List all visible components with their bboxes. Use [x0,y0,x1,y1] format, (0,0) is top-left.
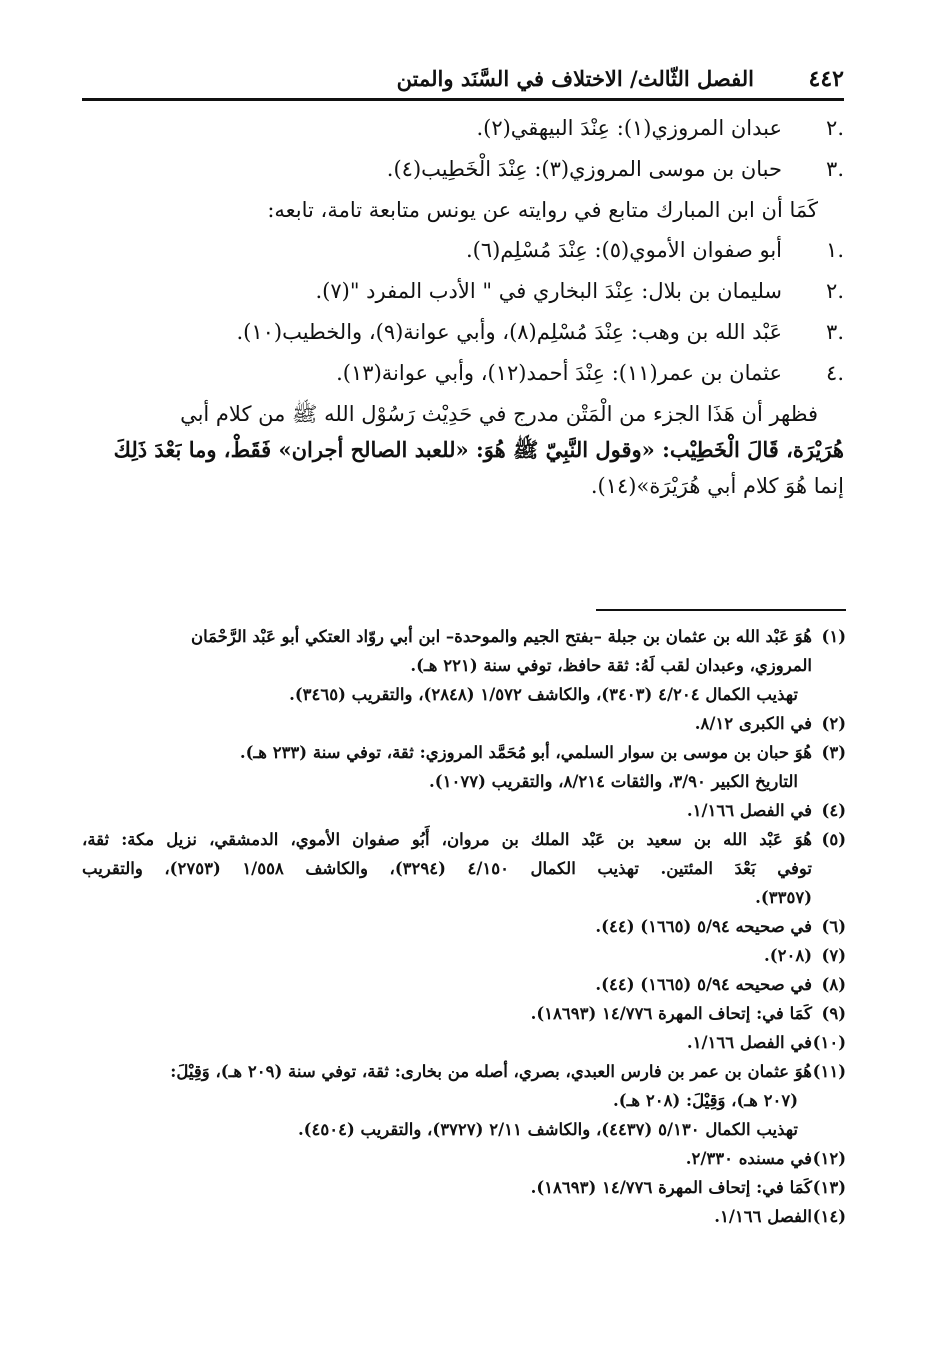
footnote-number: (٩) [821,1004,846,1023]
item-number: .٢ [826,279,844,303]
footnote-line: (٢٠٧ هـ)، وَقِيْلَ: (٢٠٨ هـ). [613,1091,798,1110]
list-item [82,108,844,149]
item-text: أبو صفوان الأموي(٥): عِنْدَ مُسْلِم(٦). [465,238,782,262]
footnote [82,1028,846,1057]
item-number: .٤ [826,361,844,385]
footnote-number: (٧) [821,946,846,965]
page-number: ٤٤٢ [808,66,844,92]
footnote-line: المروزي، وعبدان لقب لَهُ: ثقة حافظ، توفي سنة (٢٢١ هـ). [410,656,812,675]
footnote-number: (٨) [821,975,846,994]
footnote-line: تهذيب الكمال ٥/١٣٠ (٤٤٣٧)، والكاشف ٢/١١ (٣٧٢٧)، والتقريب (٤٥٠٤). [297,1120,798,1139]
footnote-line: التاريخ الكبير ٣/٩٠، والثقات ٨/٢١٤، والتقريب (١٠٧٧). [429,772,798,791]
footnote [82,1173,846,1202]
footnote-line: كَمَا في: إتحاف المهرة ١٤/٧٧٦ (١٨٦٩٣). [530,1178,812,1197]
footnote-number: (١٢) [812,1149,846,1168]
footnote [82,1144,846,1173]
footnote-number: (١٤) [812,1207,846,1226]
footnote-line: في الفصل ١/١٦٦. [686,801,812,820]
footnotes [82,622,846,1231]
footnote [82,796,846,825]
footnote-line: كَمَا في: إتحاف المهرة ١٤/٧٧٦ (١٨٦٩٣). [530,1004,812,1023]
footnote [82,1057,846,1144]
footnote [82,1202,846,1231]
item-text: حبان بن موسى المروزي(٣): عِنْدَ الْخَطِيب(٤). [386,157,782,181]
main-text [82,108,844,504]
followers-intro: كَمَا أن ابن المبارك متابع في روايته عن يونس متابعة تامة، تابعه: [267,198,818,222]
running-header [82,64,844,102]
item-number: .١ [826,238,844,262]
footnote-line: الفصل ١/١٦٦. [714,1207,812,1226]
list-item [82,271,844,312]
paragraph-line: فظهر أن هَذَا الجزء من الْمَتْن مدرج في حَدِيْث رَسُوْل الله ﷺ من كلام أبي [180,402,818,426]
footnote-number: (٣) [821,743,846,762]
footnote-line: (٣٣٥٧). [755,888,812,907]
footnote-line: هُوَ عثمان بن عمر بن فارس العبدي، بصري، أصله من بخارى: ثقة، توفي سنة (٢٠٩ هـ)، وَقِيْلَ: [170,1062,812,1081]
list-item [82,312,844,353]
footnote-line: في صحيحه ٥/٩٤ (١٦٦٥) (٤٤). [595,917,812,936]
footnote-number: (٦) [821,917,846,936]
paragraph-line: إنما هُوَ كلام أبي هُرَيْرَة»(١٤). [590,474,844,498]
footnote-line: (٢٠٨). [764,946,812,965]
footnote-line: هُوَ عَبْد الله بن عثمان بن جبلة –بفتح الجيم والموحدة– ابن أبي روّاد العتكي أبو عَبْد الرَّحْمَان [190,627,812,646]
item-text: عَبْد الله بن وهب: عِنْدَ مُسْلِم(٨)، وأبي عوانة(٩)، والخطيب(١٠). [236,320,782,344]
paragraph-line: هُرَيْرَة، قَالَ الْخَطِيْب: «وقول النَّبِيّ ﷺ هُوَ: «للعبد الصالح أجران» فَقَطْ، وما بَعْدَ ذَلِكَ [113,437,844,462]
footnote-line: تهذيب الكمال ٤/٢٠٤ (٣٤٠٣)، والكاشف ١/٥٧٢ (٢٨٤٨)، والتقريب (٣٤٦٥). [289,685,798,704]
footnote-number: (١٠) [812,1033,846,1052]
footnote [82,941,846,970]
item-text: عثمان بن عمر(١١): عِنْدَ أحمد(١٢)، وأبي عوانة(١٣). [336,361,782,385]
footnote-number: (١٣) [812,1178,846,1197]
footnote-line: توفي بَعْدَ المئتين. تهذيب الكمال ٤/١٥٠ (٣٢٩٤)، والكاشف ١/٥٥٨ (٢٧٥٣)، والتقريب [82,859,812,878]
footnote-line: هُوَ حبان بن موسى بن سوار السلمي، أبو مُحَمَّد المروزي: ثقة، توفي سنة (٢٣٣ هـ). [239,743,812,762]
item-number: .٣ [826,157,844,181]
footnote-number: (٥) [821,830,846,849]
footnote [82,622,846,709]
footnote-line: هُوَ عَبْد الله بن سعيد بن عَبْد الملك بن مروان، أَبُو صفوان الأموي، الدمشقي، نزيل مكة: ثقة، [82,830,812,849]
footnote-line: في مسنده ٢/٣٣٠. [685,1149,812,1168]
footnote [82,970,846,999]
footnote-line: في صحيحه ٥/٩٤ (١٦٦٥) (٤٤). [595,975,812,994]
footnote [82,912,846,941]
footnote-number: (١) [821,627,846,646]
list-item [82,230,844,271]
item-number: .٢ [826,116,844,140]
footnote [82,999,846,1028]
footnote-number: (٢) [821,714,846,733]
item-text: سليمان بن بلال: عِنْدَ البخاري في " الأدب المفرد "(٧). [315,279,782,303]
footnote-number: (٤) [821,801,846,820]
footnote-line: في الكبرى ٨/١٢. [694,714,812,733]
item-text: عبدان المروزي(١): عِنْدَ البيهقي(٢). [476,116,782,140]
list-item [82,149,844,190]
footnote-line: في الفصل ١/١٦٦. [686,1033,812,1052]
item-number: .٣ [826,320,844,344]
conclusion-paragraph [82,396,844,504]
footnote-separator [596,609,846,611]
footnote [82,709,846,738]
footnote [82,825,846,912]
chapter-title: الفصل الثّالث/ الاختلاف في السَّنَد والمتن [396,66,754,91]
footnote-number: (١١) [812,1062,846,1081]
header-divider [82,98,844,101]
footnote [82,738,846,796]
list-item [82,353,844,394]
